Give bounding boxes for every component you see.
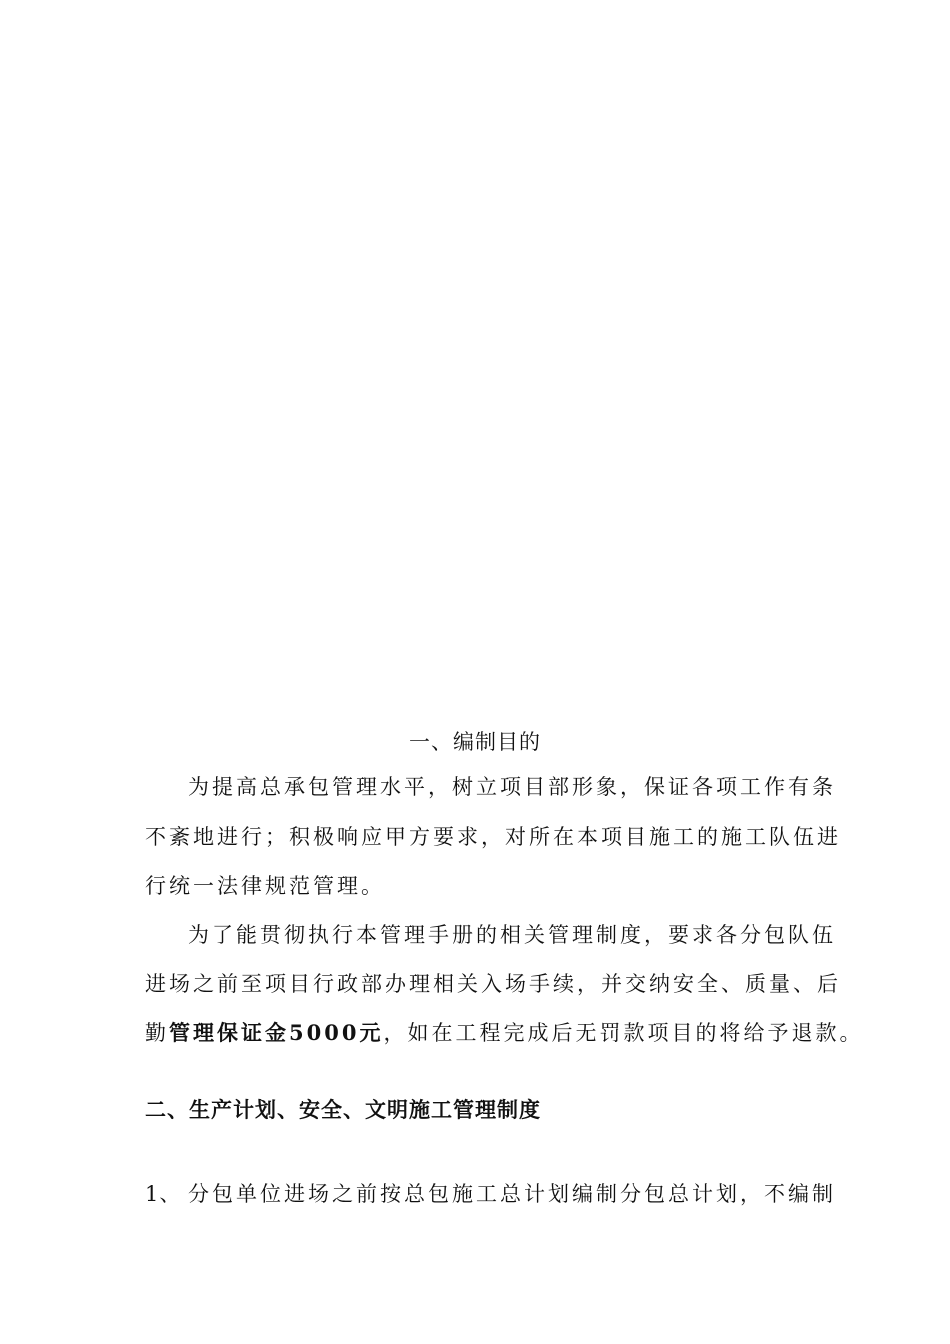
paragraph-2-line-3-prefix: 勤 [145, 1021, 169, 1045]
section-2-heading: 二、生产计划、安全、文明施工管理制度 [145, 1098, 541, 1122]
paragraph-1-line-1: 为提高总承包管理水平，树立项目部形象，保证各项工作有条 [188, 775, 836, 799]
section-1-heading: 一、编制目的 [409, 730, 541, 754]
list-item-number: 1、 [145, 1182, 182, 1206]
paragraph-1-line-2: 不紊地进行；积极响应甲方要求，对所在本项目施工的施工队伍进 [145, 825, 841, 849]
paragraph-2-line-2: 进场之前至项目行政部办理相关入场手续，并交纳安全、质量、后 [145, 972, 841, 996]
paragraph-1-line-3: 行统一法律规范管理。 [145, 874, 385, 898]
deposit-amount-text: 管理保证金5000元 [169, 1020, 384, 1045]
list-item-text: 分包单位进场之前按总包施工总计划编制分包总计划，不编制 [188, 1182, 836, 1206]
paragraph-2-line-3-suffix: ，如在工程完成后无罚款项目的将给予退款。 [383, 1021, 864, 1045]
paragraph-2-line-1: 为了能贯彻执行本管理手册的相关管理制度，要求各分包队伍 [188, 923, 836, 947]
paragraph-2-line-3 [145, 1018, 864, 1048]
